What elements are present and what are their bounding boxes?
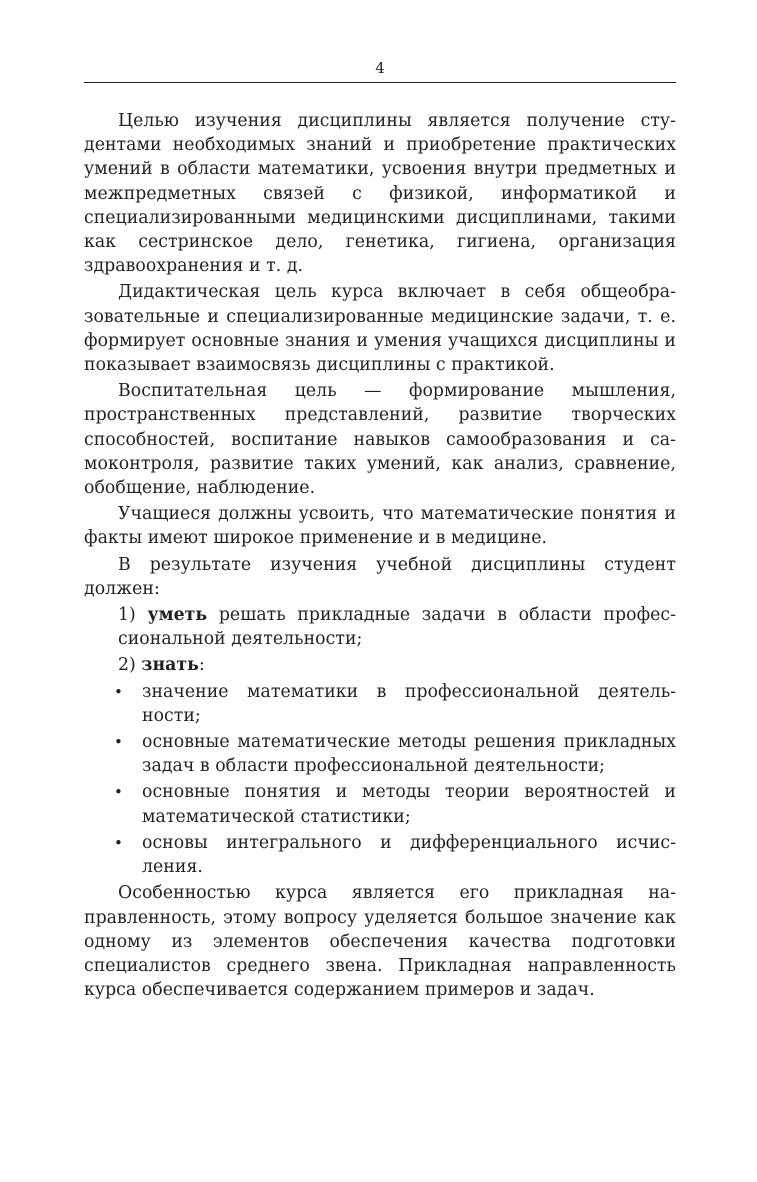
bullet-icon: • — [114, 733, 123, 752]
item-suffix: : — [198, 655, 205, 676]
list-item — [84, 780, 676, 828]
bullet-icon: • — [114, 682, 123, 701]
bullet-text: основы интегрального и дифференциального исчисления. — [142, 832, 676, 878]
paragraph-educational: Воспитательная цель — формирование мышления, пространственных представлений, развитие творческих способностей, воспитание навыков самообразования и самоконтроля, развитие таких умений, как анализ, сравнение, обобщение, наблюдение. — [84, 381, 676, 499]
list-item-knowledge — [84, 653, 676, 677]
page-header — [84, 58, 676, 83]
page-body — [84, 109, 676, 1002]
list-item — [84, 730, 676, 778]
list-item — [84, 831, 676, 879]
list-item-skills — [84, 603, 676, 651]
paragraph-result: В результате изучения учебной дисциплины студент должен: — [84, 554, 676, 599]
item-keyword: уметь — [147, 605, 208, 626]
item-number: 2) — [118, 655, 136, 676]
bullet-text: основные математические методы решения прикладных задач в области профессиональной деятельности; — [142, 732, 676, 777]
item-text: решать прикладные задачи в области профессиональной деятельности; — [118, 605, 676, 650]
knowledge-list — [84, 680, 676, 880]
bullet-text: основные понятия и методы теории вероятностей и математической статистики; — [142, 782, 676, 827]
item-keyword: знать — [141, 655, 199, 676]
list-item — [84, 680, 676, 728]
bullet-icon: • — [114, 783, 123, 802]
document-page — [84, 58, 676, 1002]
item-number: 1) — [118, 605, 136, 626]
bullet-icon: • — [114, 833, 123, 852]
paragraph-didactic: Дидактическая цель курса включает в себя общеобразовательные и специализированные медицинские задачи, т. е. формирует основные знания и умения учащихся дисциплины и показывает взаимосвязь дисциплины с практикой. — [84, 282, 676, 376]
paragraph-goal: Целью изучения дисциплины является получение студентами необходимых знаний и приобретение практических умений в области математики, усвоения внутри предметных и межпредметных связей с физикой, информатикой и специализированными медицинскими дисциплинами, такими как сестринское дело, генетика, гигиена, организация здравоохранения и т. д. — [84, 111, 676, 277]
paragraph-feature: Особенностью курса является его прикладная направленность, этому вопросу уделяется большое значение как одному из элементов обеспечения качества подготовки специалистов среднего звена. Прикладная направленность курса обеспечивается содержанием примеров и задач. — [84, 883, 676, 1001]
page-number: 4 — [375, 59, 385, 77]
paragraph-students: Учащиеся должны усвоить, что математические понятия и факты имеют широкое применение и в медицине. — [84, 504, 676, 549]
bullet-text: значение математики в профессиональной деятельности; — [142, 681, 676, 726]
